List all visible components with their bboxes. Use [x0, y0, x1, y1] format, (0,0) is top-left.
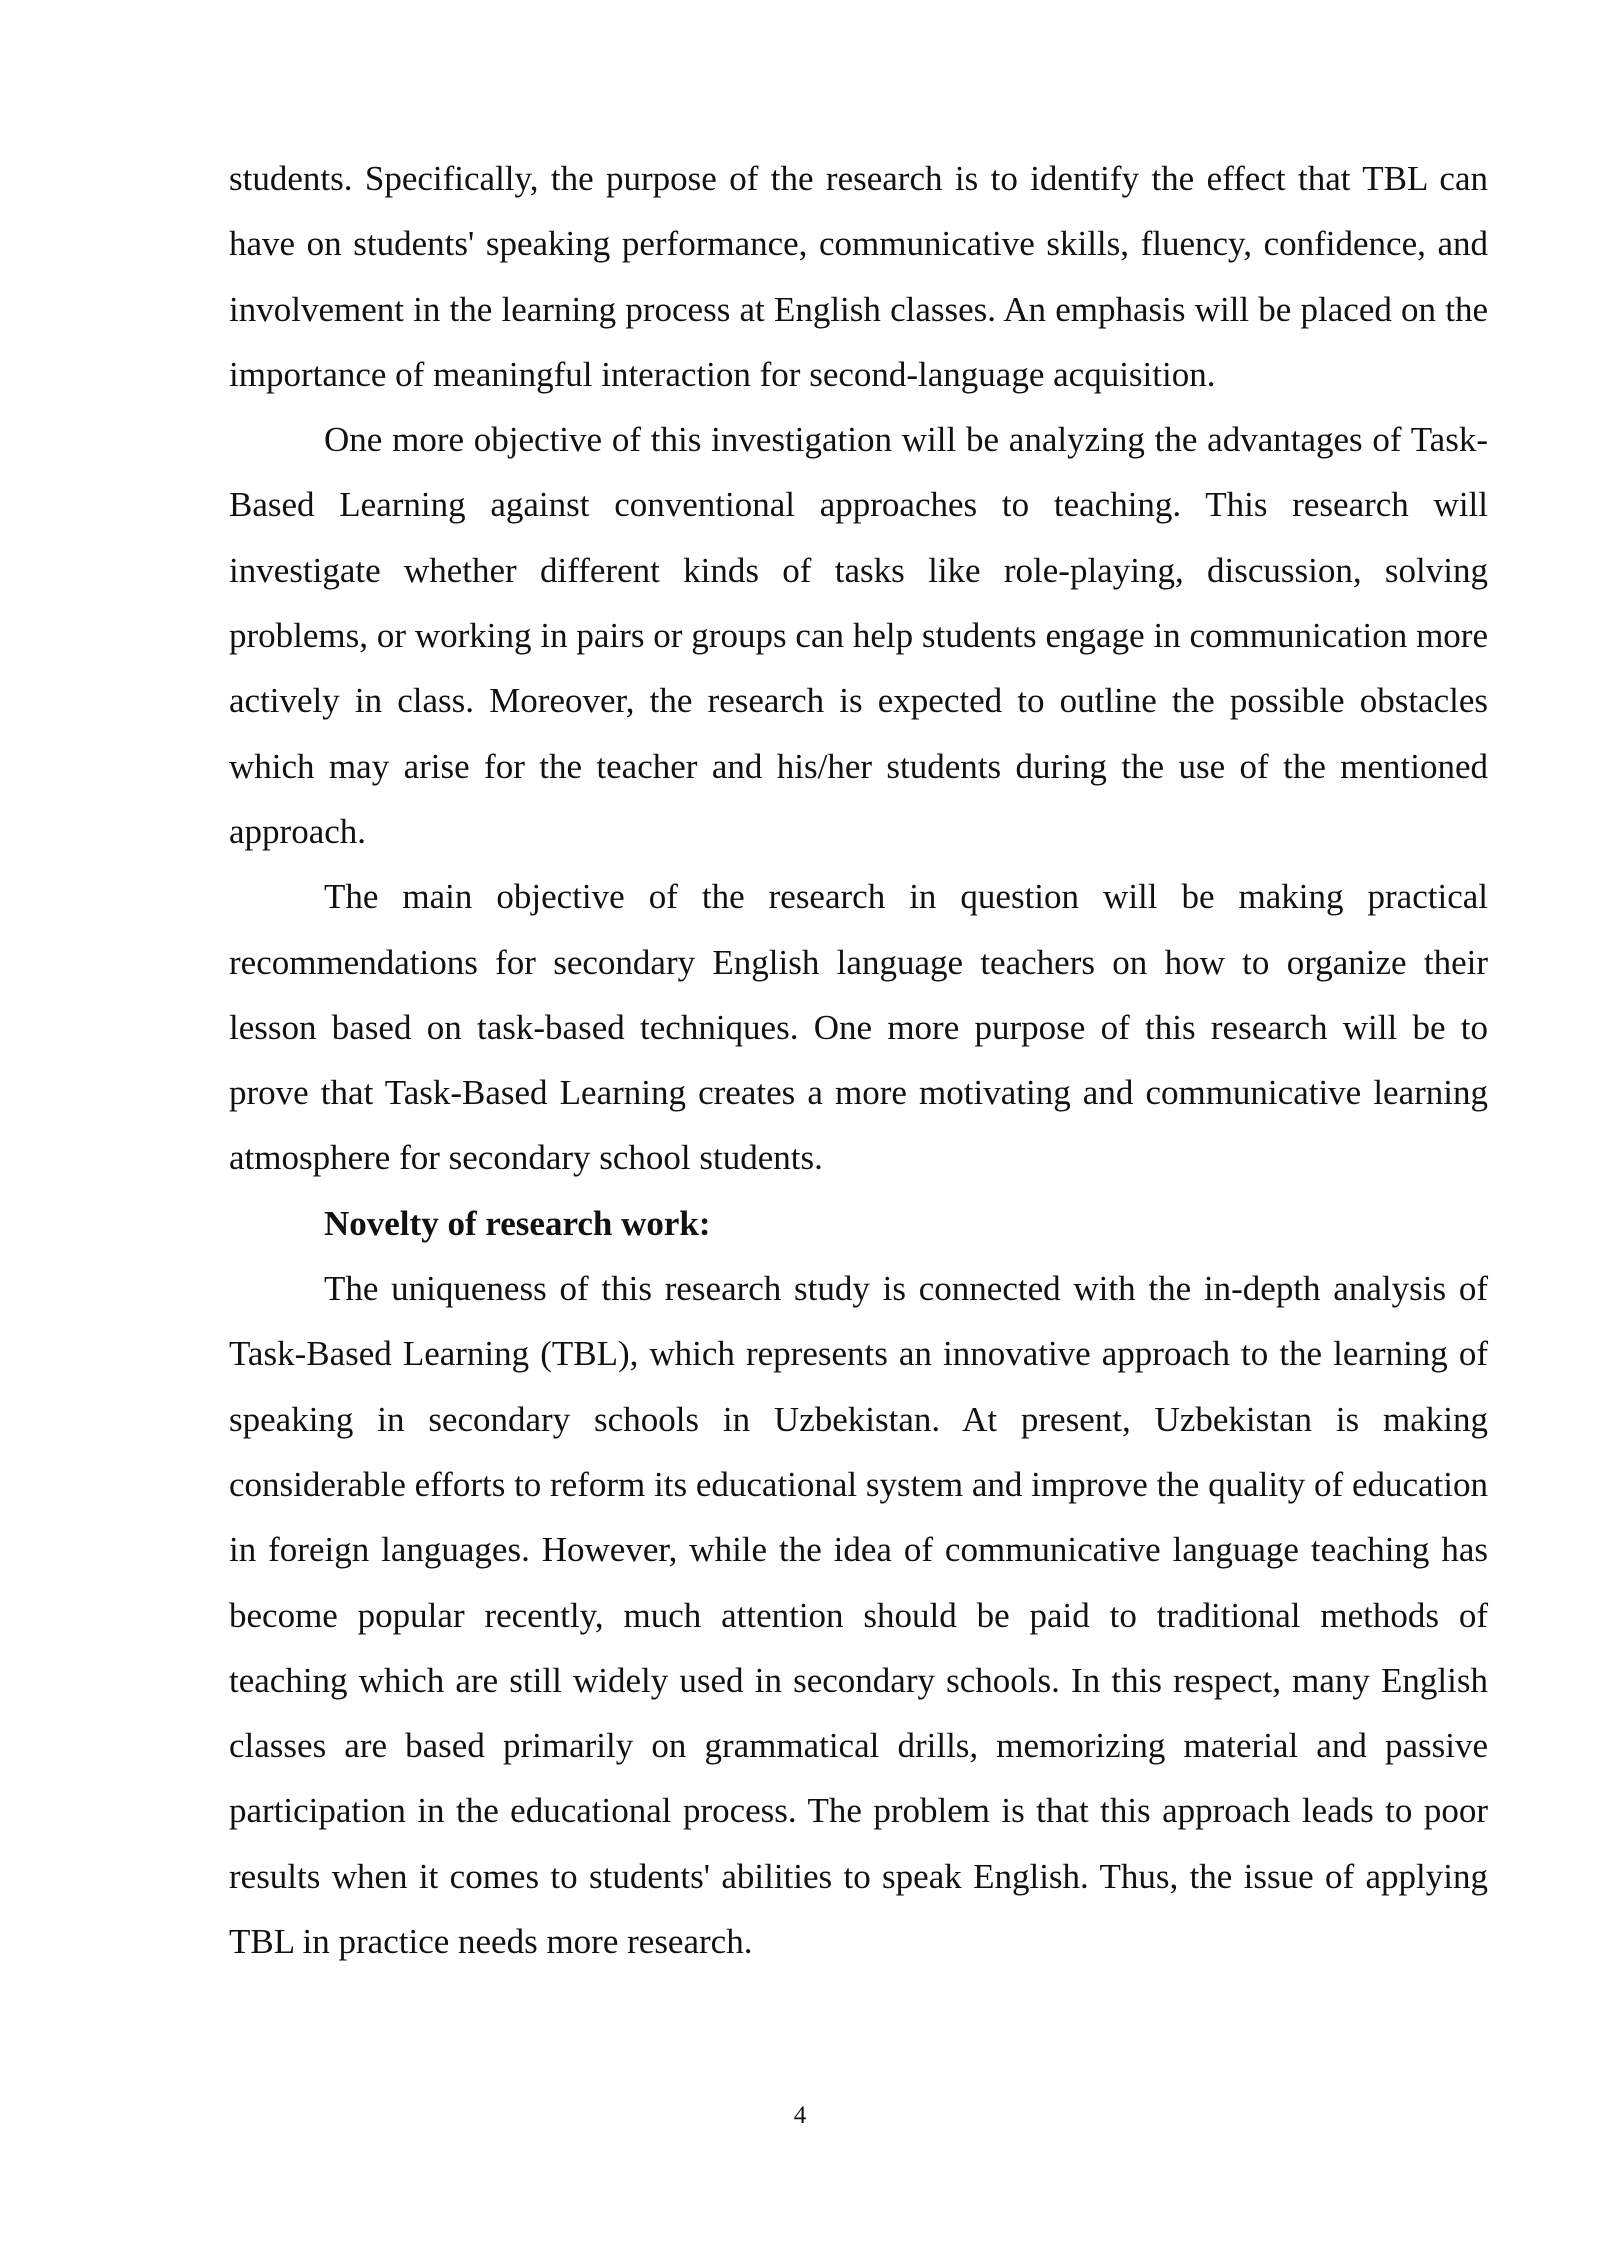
paragraph-novelty: The uniqueness of this research study is connected with the in-depth analysis of Task-Based Learning (TBL), which represents an innovative approach to the learning of speaking in secondary schools in Uzbekistan. At present, Uzbekistan is making considerable efforts to reform its educational system and improve the quality of education in foreign languages. However, while the idea of communicative language teaching has become popular recently, much attention should be paid to traditional methods of teaching which are still widely used in secondary schools. In this respect, many English classes are based primarily on grammatical drills, memorizing material and passive participation in the educational process. The problem is that this approach leads to poor results when it comes to students' abilities to speak English. Thus, the issue of applying TBL in practice needs more research.	[229, 1269, 1488, 1962]
paragraph-purpose-continued: students. Specifically, the purpose of the research is to identify the effect that TBL can have on students' speaking performance, communicative skills, fluency, confidence, and involvement in the learning process at English classes. An emphasis will be placed on the importance of meaningful interaction for second-language acquisition.	[229, 159, 1488, 394]
paragraph-objective-advantages: One more objective of this investigation will be analyzing the advantages of Task-Based Learning against conventional approaches to teaching. This research will investigate whether different kinds of tasks like role-playing, discussion, solving problems, or working in pairs or groups can help students engage in communication more actively in class. Moreover, the research is expected to outline the possible obstacles which may arise for the teacher and his/her students during the use of the mentioned approach.	[229, 420, 1488, 851]
paragraph-main-objective: The main objective of the research in question will be making practical recommendations for secondary English language teachers on how to organize their lesson based on task-based techniques. One more purpose of this research will be to prove that Task-Based Learning creates a more motivating and communicative learning atmosphere for secondary school students.	[229, 877, 1488, 1178]
document-body	[229, 146, 1488, 1974]
page-number: 4	[793, 2102, 807, 2129]
section-heading-novelty: Novelty of research work:	[324, 1203, 711, 1243]
